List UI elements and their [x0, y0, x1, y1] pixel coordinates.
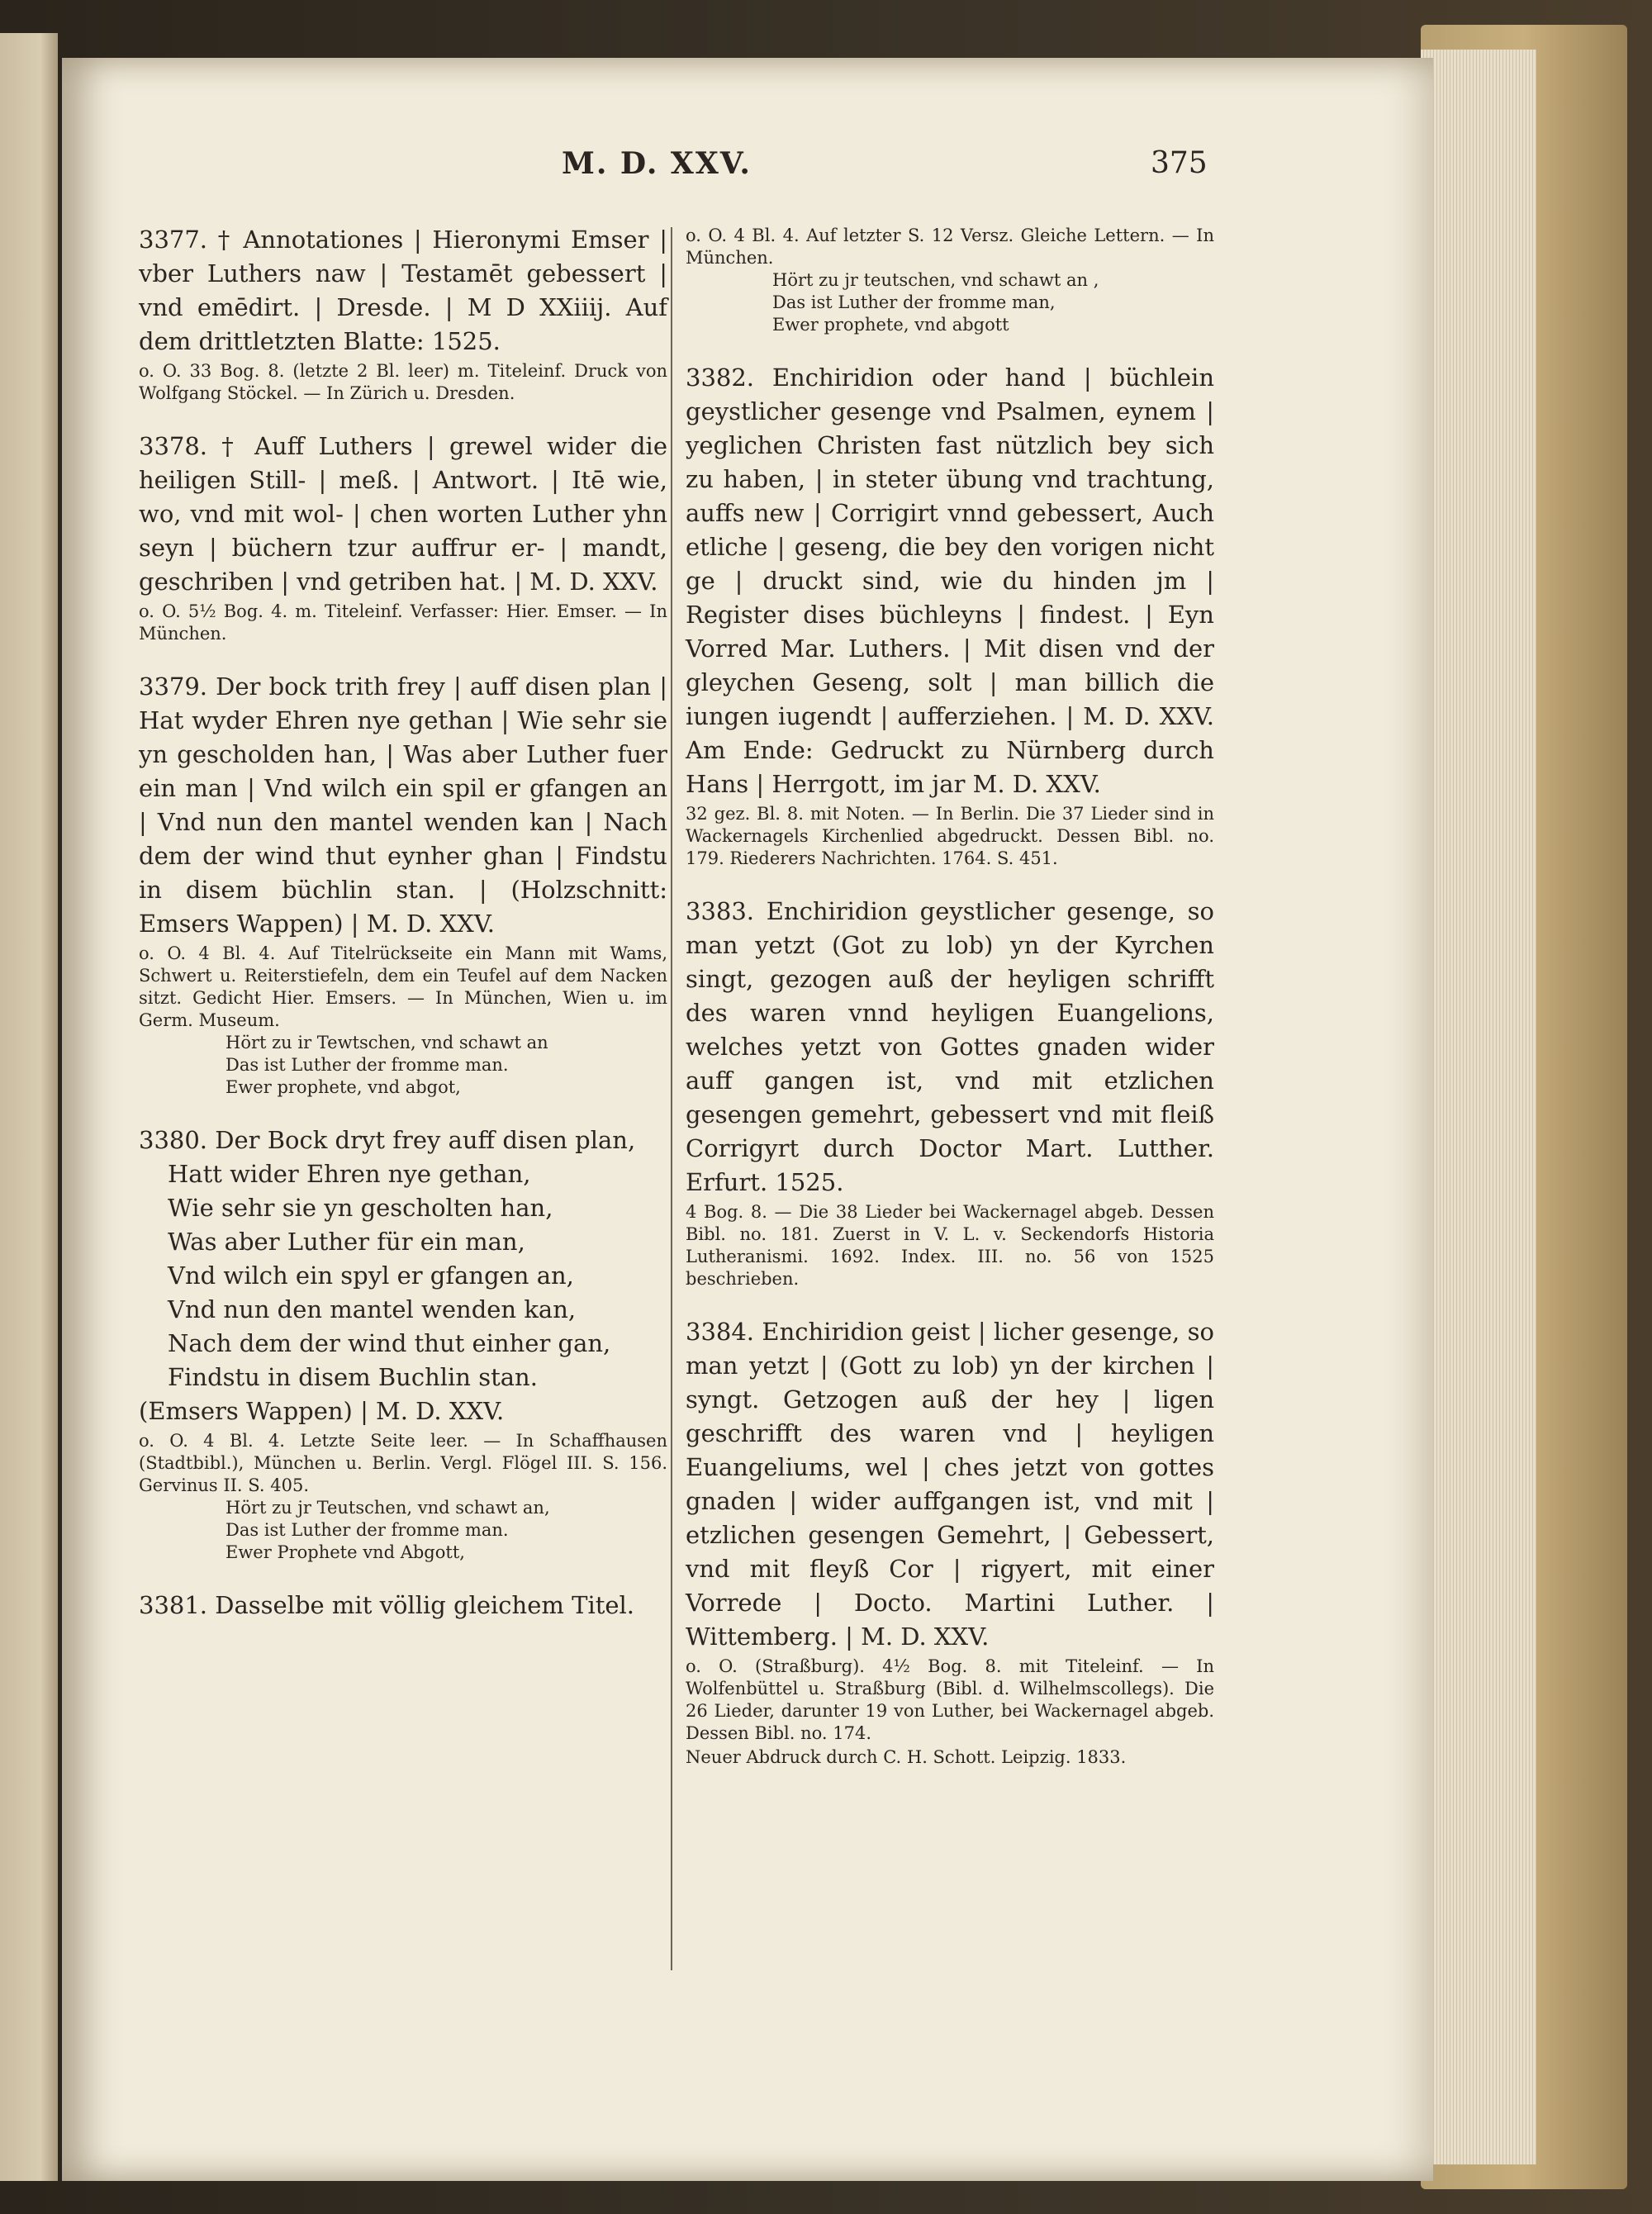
entry-verse: Hatt wider Ehren nye gethan, Wie sehr sie yn gescholten han, Was aber Luther für ein man, Vnd wilch ein spyl er gfangen an, Vnd nun den mantel wenden kan, Nach dem der wind thut einher gan, Findstu in disem Buchlin stan.	[168, 1160, 611, 1391]
entry-note: o. O. 4 Bl. 4. Letzte Seite leer. — In Schaffhausen (Stadtbibl.), München u. Berlin. Vergl. Flögel III. S. 156. Gervinus II. S. 405.	[139, 1431, 667, 1495]
entry-note: o. O. 4 Bl. 4. Auf Titelrückseite ein Mann mit Wams, Schwert u. Reiterstiefeln, dem ein Teufel auf dem Nacken sitzt. Gedicht Hier. Emsers. — In München, Wien u. im Germ. Museum.	[139, 943, 667, 1030]
entry-title: 3381. Dasselbe mit völlig gleichem Titel.	[139, 1591, 635, 1619]
page-block-edges	[1421, 50, 1536, 2164]
entry-3378	[139, 430, 667, 645]
entry-3379	[139, 670, 667, 1099]
entry-title-continued: (Emsers Wappen) | M. D. XXV.	[139, 1397, 505, 1425]
entry-title: 3380. Der Bock dryt frey auff disen plan,	[139, 1126, 636, 1154]
right-column	[686, 223, 1214, 1769]
entry-3384	[686, 1315, 1214, 1769]
entry-note: o. O. 4 Bl. 4. Auf letzter S. 12 Versz. Gleiche Lettern. — In München.	[686, 226, 1214, 268]
entry-verse-small: Hört zu jr Teutschen, vnd schawt an, Das ist Luther der fromme man. Ewer Prophete vnd Abgott,	[225, 1498, 550, 1562]
entry-note: o. O. 5½ Bog. 4. m. Titeleinf. Verfasser: Hier. Emser. — In München.	[139, 601, 667, 644]
left-column	[139, 223, 667, 1622]
entry-title: 3378. † Auff Luthers | grewel wider die heiligen Still- | meß. | Antwort. | Itē wie, wo, vnd mit wol- | chen worten Luther yhn seyn | büchern tzur auffrur er- | mandt, geschriben | vnd getriben hat. | M. D. XXV.	[139, 432, 667, 596]
entry-3380	[139, 1124, 667, 1564]
running-head: M. D. XXV.	[562, 146, 752, 181]
entry-verse: Hört zu jr teutschen, vnd schawt an , Das ist Luther der fromme man, Ewer prophete, vnd abgott	[772, 270, 1099, 335]
entry-verse: Hört zu ir Tewtschen, vnd schawt an Das ist Luther der fromme man. Ewer prophete, vnd abgot,	[225, 1033, 548, 1097]
entry-title: 3383. Enchiridion geystlicher gesenge, so man yetzt (Got zu lob) yn der Kyrchen singt, gezogen auß der heyligen schrifft des waren vnnd heyligen Euangelions, welches yetzt von Gottes gnaden wider auff gangen ist, vnd mit etzlichen gesengen gemehrt, gebessert vnd mit fleiß Corrigyrt durch Doctor Mart. Lutther. Erfurt. 1525.	[686, 897, 1214, 1196]
entry-note: 32 gez. Bl. 8. mit Noten. — In Berlin. Die 37 Lieder sind in Wackernagels Kirchenlied abgedruckt. Dessen Bibl. no. 179. Riederers Nachrichten. 1764. S. 451.	[686, 804, 1214, 868]
entry-note-reprint: Neuer Abdruck durch C. H. Schott. Leipzig. 1833.	[686, 1747, 1127, 1767]
entry-3383	[686, 895, 1214, 1290]
entry-note: o. O. 33 Bog. 8. (letzte 2 Bl. leer) m. Titeleinf. Druck von Wolfgang Stöckel. — In Zürich u. Dresden.	[139, 361, 667, 403]
facing-page-edge	[0, 33, 58, 2181]
entry-note: 4 Bog. 8. — Die 38 Lieder bei Wackernagel abgeb. Dessen Bibl. no. 181. Zuerst in V. L. v. Seckendorfs Historia Lutheranismi. 1692. Index. III. no. 56 von 1525 beschrieben.	[686, 1202, 1214, 1289]
entry-title: 3382. Enchiridion oder hand | büchlein geystlicher gesenge vnd Psalmen, eynem | yeglichen Christen fast nützlich bey sich zu haben, | in steter übung vnd trachtung, auffs new | Corrigirt vnnd gebessert, Auch etliche | geseng, die bey den vorigen nicht ge | druckt sind, wie du hinden jm | Register dises büchleyns | findest. | Eyn Vorred Mar. Luthers. | Mit disen vnd der gleychen Geseng, solt | man billich die iungen iugendt | aufferziehen. | M. D. XXV. Am Ende: Gedruckt zu Nürnberg durch Hans | Herrgott, im jar M. D. XXV.	[686, 363, 1214, 798]
entry-3381	[139, 1589, 667, 1622]
entry-note: o. O. (Straßburg). 4½ Bog. 8. mit Titeleinf. — In Wolfenbüttel u. Straßburg (Bibl. d. Wilhelmscollegs). Die 26 Lieder, darunter 19 von Luther, bei Wackernagel abgeb. Dessen Bibl. no. 174.	[686, 1656, 1214, 1743]
entry-title: 3379. Der bock trith frey | auff disen plan | Hat wyder Ehren nye gethan | Wie sehr sie yn gescholden han, | Was aber Luther fuer ein man | Vnd wilch ein spil er gfangen an | Vnd nun den mantel wenden kan | Nach dem der wind thut eynher ghan | Findstu in disem büchlin stan. | (Holzschnitt: Emsers Wappen) | M. D. XXV.	[139, 672, 667, 938]
entry-title: 3384. Enchiridion geist | licher gesenge, so man yetzt | (Gott zu lob) yn der kirchen | syngt. Getzogen auß der hey | ligen geschrifft des waren vnd | heyligen Euangeliums, wel | ches jetzt von gottes gnaden | wider auffgangen ist, vnd mit | etzlichen gesengen Gemehrt, | Gebessert, vnd mit fleyß Cor | rigyert, mit einer Vorrede | Docto. Martini Luther. | Wittemberg. | M. D. XXV.	[686, 1318, 1214, 1651]
entry-title: 3377. † Annotationes | Hieronymi Emser | vber Luthers naw | Testamēt gebessert | vnd emēdirt. | Dresde. | M D XXiiij. Auf dem drittletzten Blatte: 1525.	[139, 226, 667, 355]
entry-3382	[686, 361, 1214, 870]
entry-3380-continued	[686, 225, 1214, 336]
entry-3377	[139, 223, 667, 405]
page-number: 375	[1151, 146, 1208, 180]
column-divider	[671, 227, 672, 1970]
